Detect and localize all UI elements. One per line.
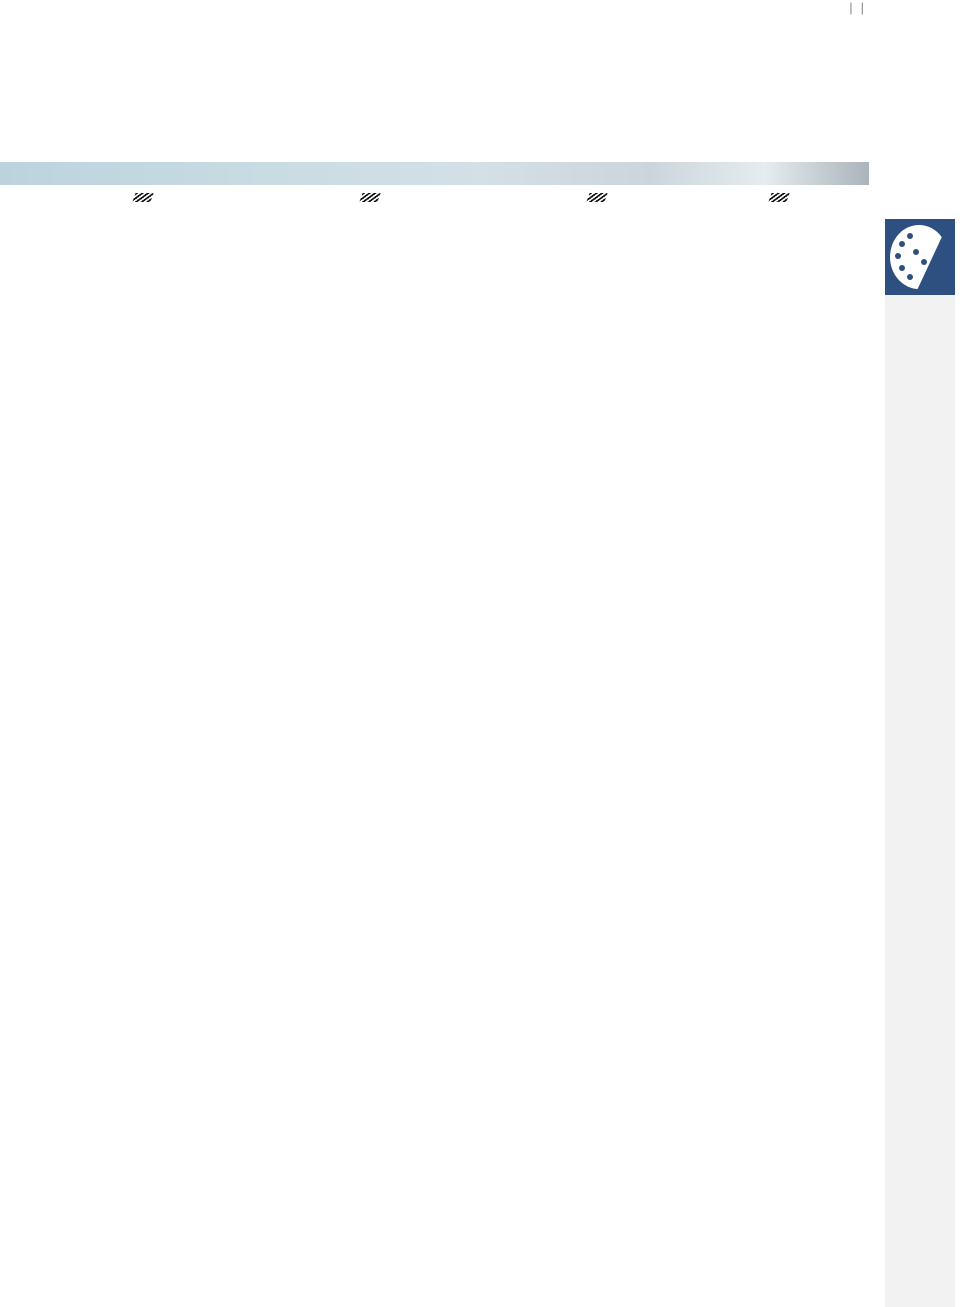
side-strip — [885, 295, 955, 1307]
section-tab — [885, 219, 955, 295]
logo-best-for-inox — [687, 185, 869, 209]
logo-expert-for-metal — [234, 185, 506, 209]
bosch-for-mark-icon — [587, 193, 608, 202]
logo-best-for-stone — [506, 185, 688, 209]
bosch-for-mark-icon — [768, 193, 789, 202]
photo-banner — [0, 162, 869, 185]
brand-logos-row — [52, 185, 869, 209]
header-title: | | — [849, 0, 864, 15]
logo-best-for-metal — [52, 185, 234, 209]
bosch-for-mark-icon — [133, 193, 154, 202]
bosch-for-mark-icon — [360, 193, 381, 202]
